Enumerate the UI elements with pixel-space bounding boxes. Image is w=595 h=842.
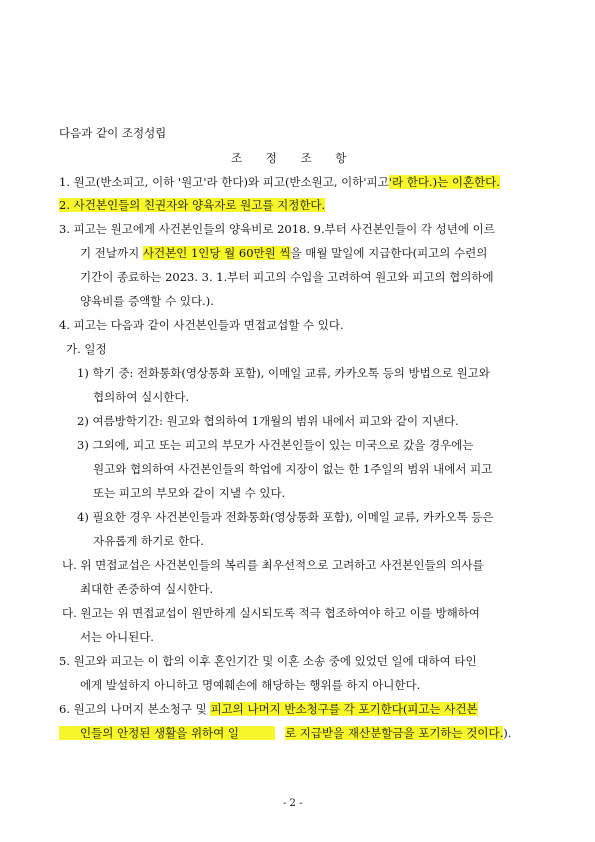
clause-6-highlight-3: 로 지급받을 재산분할금을 포기하는 것이다. bbox=[285, 726, 504, 740]
clause-4-na-line-2: 최대한 존중하여 실시한다. bbox=[80, 582, 214, 596]
clause-4-ga: 가. 일정 bbox=[66, 342, 107, 356]
clause-2-highlight: 2. 사건본인들의 친권자와 양육자로 원고를 지정한다. bbox=[59, 198, 326, 212]
clause-4-2: 2) 여름방학기간: 원고와 협의하여 1개월의 범위 내에서 피고와 같이 지낸다. bbox=[77, 414, 459, 428]
clause-1-text: 1. 원고(반소피고, 이하 '원고'라 한다)와 피고(반소원고, 이하'피고 bbox=[59, 175, 389, 189]
clause-4-da-line-2: 서는 아니된다. bbox=[80, 630, 154, 644]
clause-6-text: 6. 원고의 나머지 본소청구 및 bbox=[59, 702, 211, 716]
clause-4-1-line-1: 1) 학기 중: 전화통화(영상통화 포함), 이메일 교류, 카카오톡 등의 방법으로 원고와 bbox=[77, 366, 490, 380]
clause-3-line-3: 기간이 종료하는 2023. 3. 1.부터 피고의 수입을 고려하여 원고와 피고의 협의하에 bbox=[80, 270, 494, 284]
clause-4-3-line-2: 원고와 협의하여 사건본인들의 학업에 지장이 없는 한 1주일의 범위 내에서 피고 bbox=[93, 462, 493, 476]
clause-4-da-line-1: 다. 원고는 위 면접교섭이 원만하게 실시되도록 적극 협조하여야 하고 이를 방해하여 bbox=[62, 606, 480, 620]
section-title: 조 정 조 항 bbox=[231, 151, 357, 165]
intro-text: 다음과 같이 조정성립 bbox=[59, 126, 167, 140]
clause-6-highlight-1: 피고의 나머지 반소청구를 각 포기한다(피고는 사건본 bbox=[210, 702, 478, 716]
clause-3-line-1: 3. 피고는 원고에게 사건본인들의 양육비로 2018. 9.부터 사건본인들이 각 성년에 이르 bbox=[59, 222, 495, 236]
clause-4-4-line-2: 자유롭게 하기로 한다. bbox=[93, 534, 204, 548]
clause-3-text-a: 기 전날까지 bbox=[80, 246, 143, 260]
clause-4: 4. 피고는 다음과 같이 사건본인들과 면접교섭할 수 있다. bbox=[59, 318, 344, 332]
clause-4-4-line-1: 4) 필요한 경우 사건본인들과 전화통화(영상통화 포함), 이메일 교류, 카카오톡 등은 bbox=[77, 510, 494, 524]
clause-2 bbox=[59, 198, 325, 212]
clause-5-line-2: 에게 발설하지 아니하고 명예훼손에 해당하는 행위를 하지 아니한다. bbox=[80, 678, 421, 692]
clause-3-line-2 bbox=[80, 246, 487, 260]
clause-3-text-b: 을 매월 말일에 지급한다(피고의 수련의 bbox=[290, 246, 488, 260]
clause-1 bbox=[59, 175, 500, 189]
clause-4-3-line-3: 또는 피고의 부모와 같이 지낼 수 있다. bbox=[93, 486, 286, 500]
clause-6-text-end: ). bbox=[503, 726, 512, 740]
clause-6-highlight-2: 인들의 안정된 생활을 위하여 일 bbox=[59, 726, 275, 740]
clause-5-line-1: 5. 원고와 피고는 이 합의 이후 혼인기간 및 이혼 소송 중에 있었던 일에 대하여 타인 bbox=[59, 654, 477, 668]
page-number: - 2 - bbox=[283, 798, 303, 809]
clause-3-highlight: 사건본인 1인당 월 60만원 씩 bbox=[142, 246, 291, 260]
clause-4-na-line-1: 나. 위 면접교섭은 사건본인들의 복리를 최우선적으로 고려하고 사건본인들의 의사를 bbox=[62, 558, 484, 572]
clause-4-3-line-1: 3) 그외에, 피고 또는 피고의 부모가 사건본인들이 있는 미국으로 갔을 경우에는 bbox=[77, 438, 474, 452]
clause-4-1-line-2: 협의하여 실시한다. bbox=[93, 390, 190, 404]
clause-3-line-4: 양육비를 증액할 수 있다.). bbox=[80, 294, 214, 308]
clause-1-highlight: '라 한다.)는 이혼한다. bbox=[388, 175, 500, 189]
clause-6-line-1 bbox=[59, 702, 478, 716]
clause-6-line-2 bbox=[59, 726, 511, 740]
